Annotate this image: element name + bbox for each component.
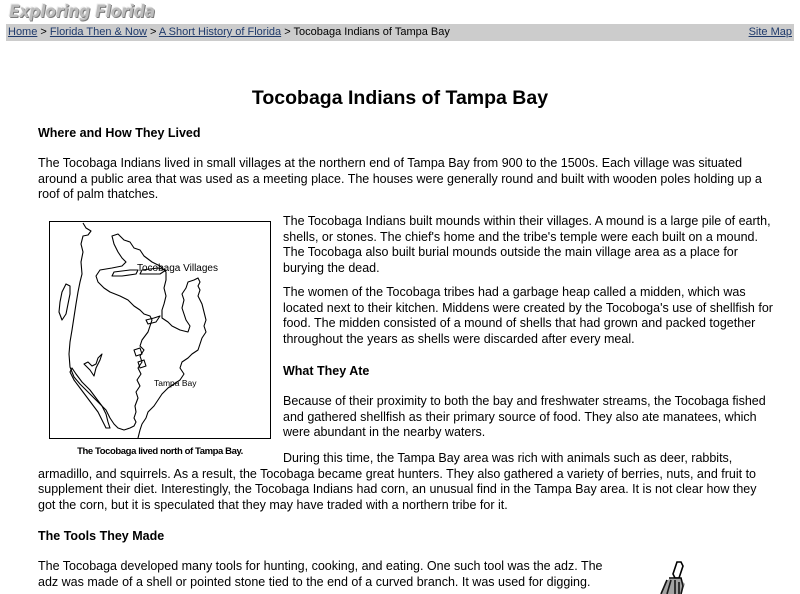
site-map-link[interactable]: Site Map <box>748 26 792 38</box>
breadcrumb-link-florida-then-now[interactable]: Florida Then & Now <box>49 26 147 38</box>
paragraph-mounds: The Tocobaga Indians built mounds within their villages. A mound is a large pile of earth, shells, or stones. The chief's home and the tribe's temple were each built on a mound. The Tocobaga also built burial mounds outside the main village area as a place for burying the dead. <box>283 214 771 275</box>
heading-tools: The Tools They Made <box>38 529 165 543</box>
page-title: Tocobaga Indians of Tampa Bay <box>251 87 549 109</box>
breadcrumb-link-home[interactable]: Home <box>8 26 38 38</box>
paragraph-tools: The Tocobaga developed many tools for hunting, cooking, and eating. One such tool was the adz. The adz was made of a shell or pointed stone tied to the end of a curved branch. It was used for digging. <box>38 559 603 589</box>
map-figure <box>49 221 271 439</box>
breadcrumb-separator: > <box>284 26 291 38</box>
site-logo[interactable]: Exploring Florida <box>9 2 155 22</box>
map-label-villages: Tocobaga Villages <box>137 263 218 274</box>
adz-tool-icon <box>655 560 695 594</box>
map-caption: The Tocobaga lived north of Tampa Bay. <box>77 446 243 457</box>
heading-where-and-how: Where and How They Lived <box>38 126 201 140</box>
breadcrumb-current: Tocobaga Indians of Tampa Bay <box>293 26 450 38</box>
paragraph-animals-rest: armadillo, and squirrels. As a result, the Tocobaga became great hunters. They also gathered a variety of berries, nuts, and fruit to supplement their diet. Interestingly, the Tocobaga Indians had corn, an unusual find in the Tampa Bay area. It is not clear how they got the corn, but it is speculated that they may have traded with a northern tribe for it. <box>38 466 757 512</box>
site-map <box>749 24 792 41</box>
breadcrumb-bar <box>6 24 794 41</box>
paragraph-midden: The women of the Tocobaga tribes had a garbage heap called a midden, which was located next to their kitchen. Middens were created by the Tocoboga's use of shellfish for food. The midden consisted of a mound of shells that had grown and packed together throughout the years as shells were discarded after every meal. <box>283 285 773 346</box>
map-label-tampa-bay: Tampa Bay <box>154 378 197 388</box>
tampa-bay-map-icon <box>50 222 270 438</box>
paragraph-villages: The Tocobaga Indians lived in small villages at the northern end of Tampa Bay from 900 to the 1500s. Each village was situated around a public area that was used as a meeting place. The houses were generally round and built with wooden poles holding up a roof of palm thatches. <box>38 156 762 201</box>
paragraph-fishing: Because of their proximity to both the bay and freshwater streams, the Tocobaga fished and gathered shellfish as their primary source of food. They also ate manatees, which were abundant in the nearby waters. <box>283 394 766 439</box>
breadcrumb-link-short-history[interactable]: A Short History of Florida <box>158 26 282 38</box>
paragraph-animals-line1: During this time, the Tampa Bay area was rich with animals such as deer, rabbits, <box>283 451 733 465</box>
heading-what-they-ate: What They Ate <box>283 364 370 378</box>
breadcrumb-separator: > <box>149 26 157 38</box>
breadcrumb-separator: > <box>40 26 47 38</box>
breadcrumb <box>8 24 450 41</box>
